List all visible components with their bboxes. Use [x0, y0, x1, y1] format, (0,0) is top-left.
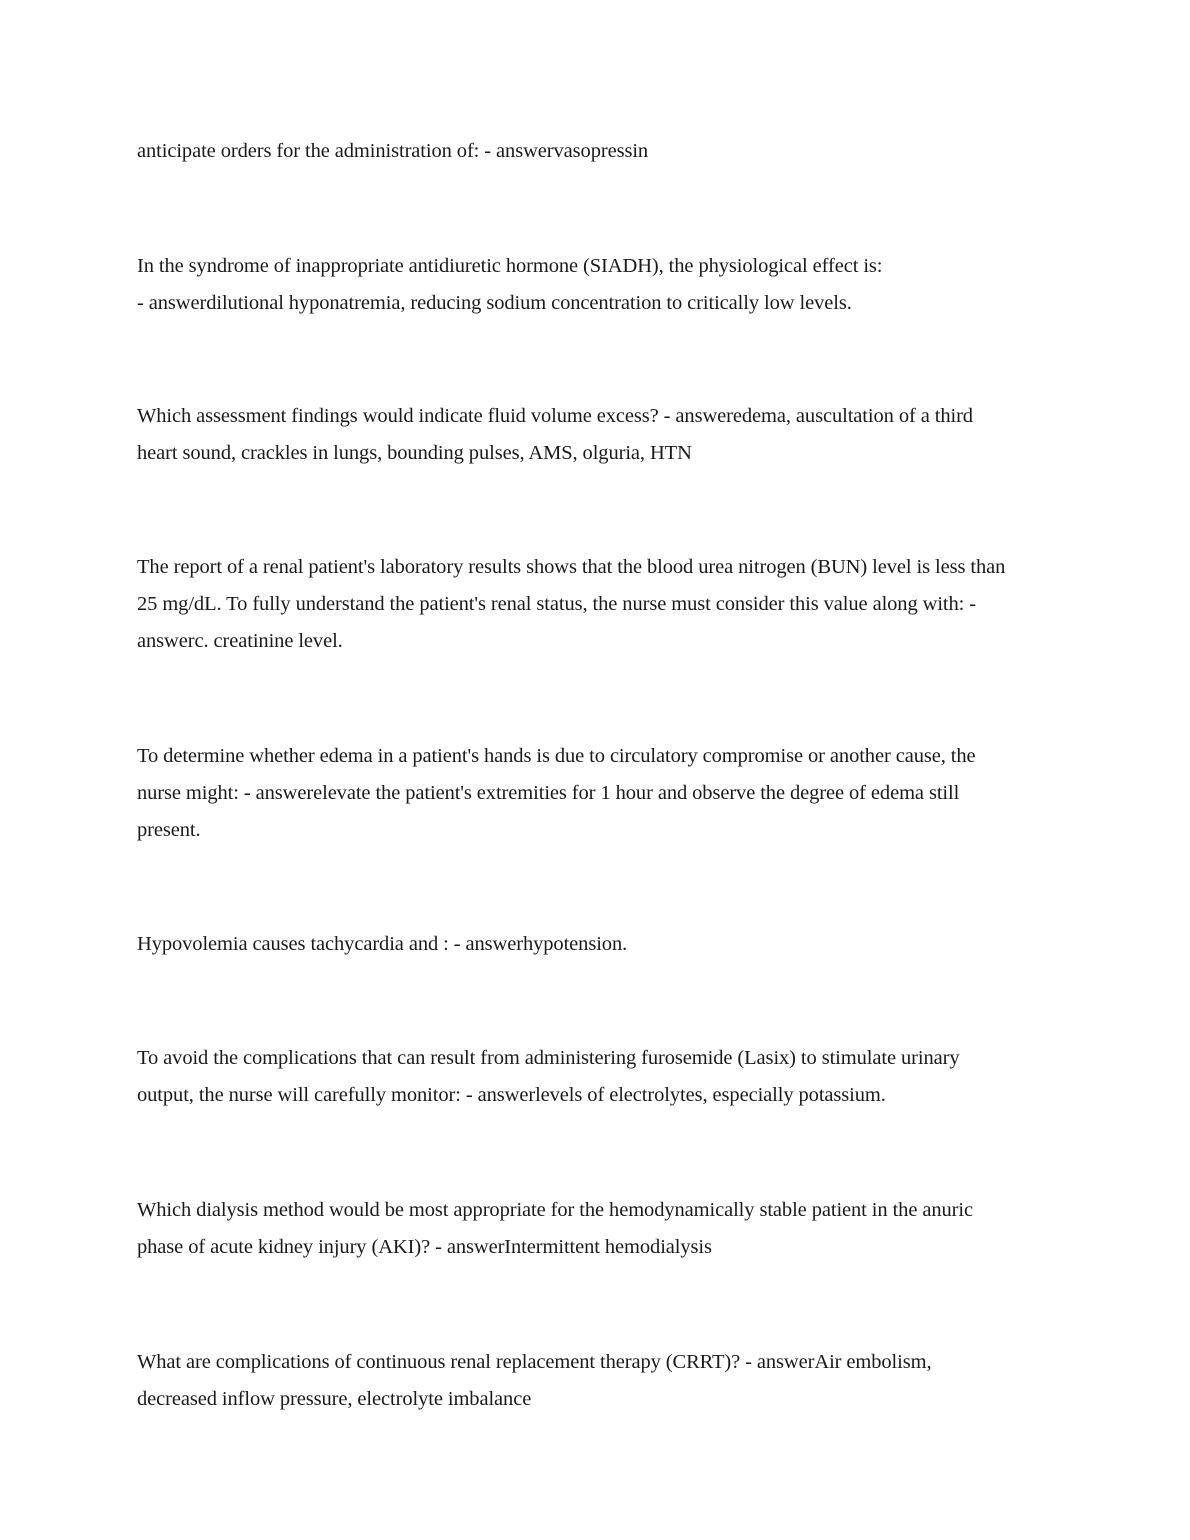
qa-block-vasopressin [137, 133, 1057, 170]
qa-line: Hypovolemia causes tachycardia and : - answerhypotension. [137, 933, 628, 955]
qa-block-furosemide [137, 1040, 1057, 1114]
qa-line: heart sound, crackles in lungs, bounding pulses, AMS, olguria, HTN [137, 442, 692, 464]
qa-line: nurse might: - answerelevate the patient's extremities for 1 hour and observe the degree of edema still [137, 782, 960, 804]
qa-line: phase of acute kidney injury (AKI)? - answerIntermittent hemodialysis [137, 1236, 712, 1258]
qa-block-dialysis [137, 1192, 1057, 1266]
qa-line: anticipate orders for the administration of: - answervasopressin [137, 140, 649, 162]
qa-block-siadh [137, 248, 1057, 322]
qa-line: present. [137, 819, 201, 841]
qa-line: Which dialysis method would be most appropriate for the hemodynamically stable patient in the anuric [137, 1199, 973, 1221]
qa-line: Which assessment findings would indicate fluid volume excess? - answeredema, auscultation of a third [137, 405, 973, 427]
qa-block-crrt [137, 1344, 1057, 1418]
qa-line: - answerdilutional hyponatremia, reducing sodium concentration to critically low levels. [137, 292, 852, 314]
qa-block-edema [137, 738, 1057, 849]
qa-line: What are complications of continuous renal replacement therapy (CRRT)? - answerAir embolism, [137, 1351, 932, 1373]
qa-line: The report of a renal patient's laboratory results shows that the blood urea nitrogen (BUN) level is less than [137, 556, 1006, 578]
qa-block-bun [137, 549, 1057, 660]
qa-line: answerc. creatinine level. [137, 630, 343, 652]
qa-block-fluid-volume-excess [137, 398, 1057, 472]
qa-block-hypovolemia [137, 926, 1057, 963]
qa-line: In the syndrome of inappropriate antidiuretic hormone (SIADH), the physiological effect is: [137, 255, 883, 277]
qa-line: To avoid the complications that can result from administering furosemide (Lasix) to stimulate urinary [137, 1047, 960, 1069]
qa-line: 25 mg/dL. To fully understand the patient's renal status, the nurse must consider this value along with: - [137, 593, 977, 615]
qa-line: output, the nurse will carefully monitor: - answerlevels of electrolytes, especially potassium. [137, 1084, 886, 1106]
qa-line: To determine whether edema in a patient's hands is due to circulatory compromise or another cause, the [137, 745, 976, 767]
qa-line: decreased inflow pressure, electrolyte imbalance [137, 1388, 532, 1410]
